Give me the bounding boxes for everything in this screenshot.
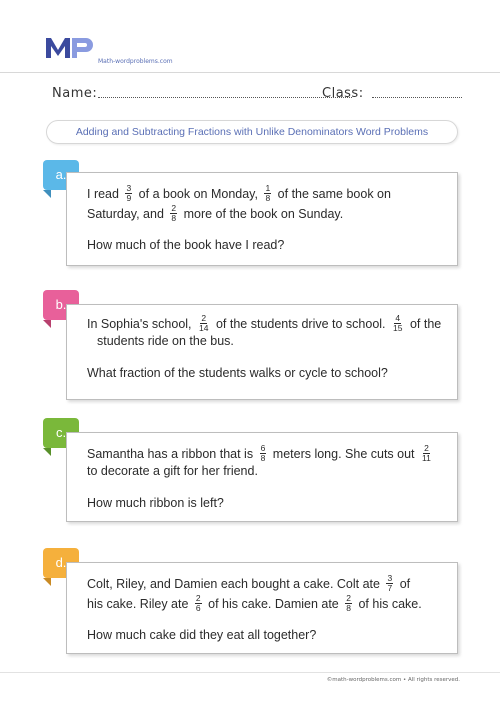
problem-b-line-2: students ride on the bus. [97,334,234,348]
class-field[interactable] [372,97,462,98]
header-divider [0,72,500,73]
text: meters long. She cuts out [272,446,415,461]
text: of the [409,316,442,331]
problem-d-question: How much cake did they eat all together? [87,628,317,642]
class-label: Class: [322,86,364,101]
text: more of the book on Sunday. [183,206,344,221]
logo-mark-icon [46,36,102,58]
problem-d-line-2 [87,595,422,614]
text: of his cake. Damien ate [208,596,339,611]
text: I read [87,186,119,201]
fraction: $\frac{2}{6}$ [195,593,201,613]
problem-a-line-2 [87,205,343,224]
badge-fold-b [43,320,51,328]
badge-fold-d [43,578,51,586]
text: of his cake. [358,596,422,611]
text: of a book on Monday, [138,186,258,201]
badge-c: c. [43,418,79,448]
text: Samantha has a ribbon that is [87,446,254,461]
problem-a-question: How much of the book have I read? [87,238,285,252]
fraction: $\frac{2}{11}$ [422,443,431,463]
text: of the students drive to school. [215,316,386,331]
name-label: Name: [52,86,98,101]
problem-d-line-1 [87,575,410,594]
badge-d: d. [43,548,79,578]
badge-fold-c [43,448,51,456]
problem-a [66,172,458,266]
name-class-row [52,86,462,104]
text: his cake. Riley ate [87,596,189,611]
footer-copyright: ©math-wordproblems.com • All rights reserved. [326,677,460,683]
problem-c [66,432,458,522]
text: In Sophia's school, [87,316,192,331]
problem-b-line-1 [87,315,441,334]
fraction: $\frac{6}{8}$ [260,443,266,463]
fraction: $\frac{4}{15}$ [393,313,403,333]
problem-d [66,562,458,654]
fraction: $\frac{1}{8}$ [265,183,271,203]
problem-a-line-1 [87,185,391,204]
badge-fold-a [43,190,51,198]
text: of [399,576,411,591]
text: of the same book on [277,186,391,201]
text: Colt, Riley, and Damien each bought a cake. Colt ate [87,576,380,591]
fraction: $\frac{3}{7}$ [387,573,393,593]
fraction: $\frac{2}{14}$ [199,313,209,333]
problem-b [66,304,458,400]
footer-divider [0,672,500,673]
fraction: $\frac{2}{8}$ [346,593,351,613]
badge-b: b. [43,290,79,320]
fraction: $\frac{2}{8}$ [171,203,177,223]
logo-url: Math-wordproblems.com [98,58,173,65]
text: Saturday, and [87,206,164,221]
problem-b-question: What fraction of the students walks or cycle to school? [87,366,388,380]
problem-c-line-2: to decorate a gift for her friend. [87,464,258,478]
badge-a: a. [43,160,79,190]
name-field[interactable] [98,97,352,98]
problem-c-question: How much ribbon is left? [87,496,224,510]
fraction: $\frac{3}{9}$ [126,183,132,203]
worksheet-title: Adding and Subtracting Fractions with Unlike Denominators Word Problems [46,120,458,144]
problem-c-line-1 [87,445,435,464]
